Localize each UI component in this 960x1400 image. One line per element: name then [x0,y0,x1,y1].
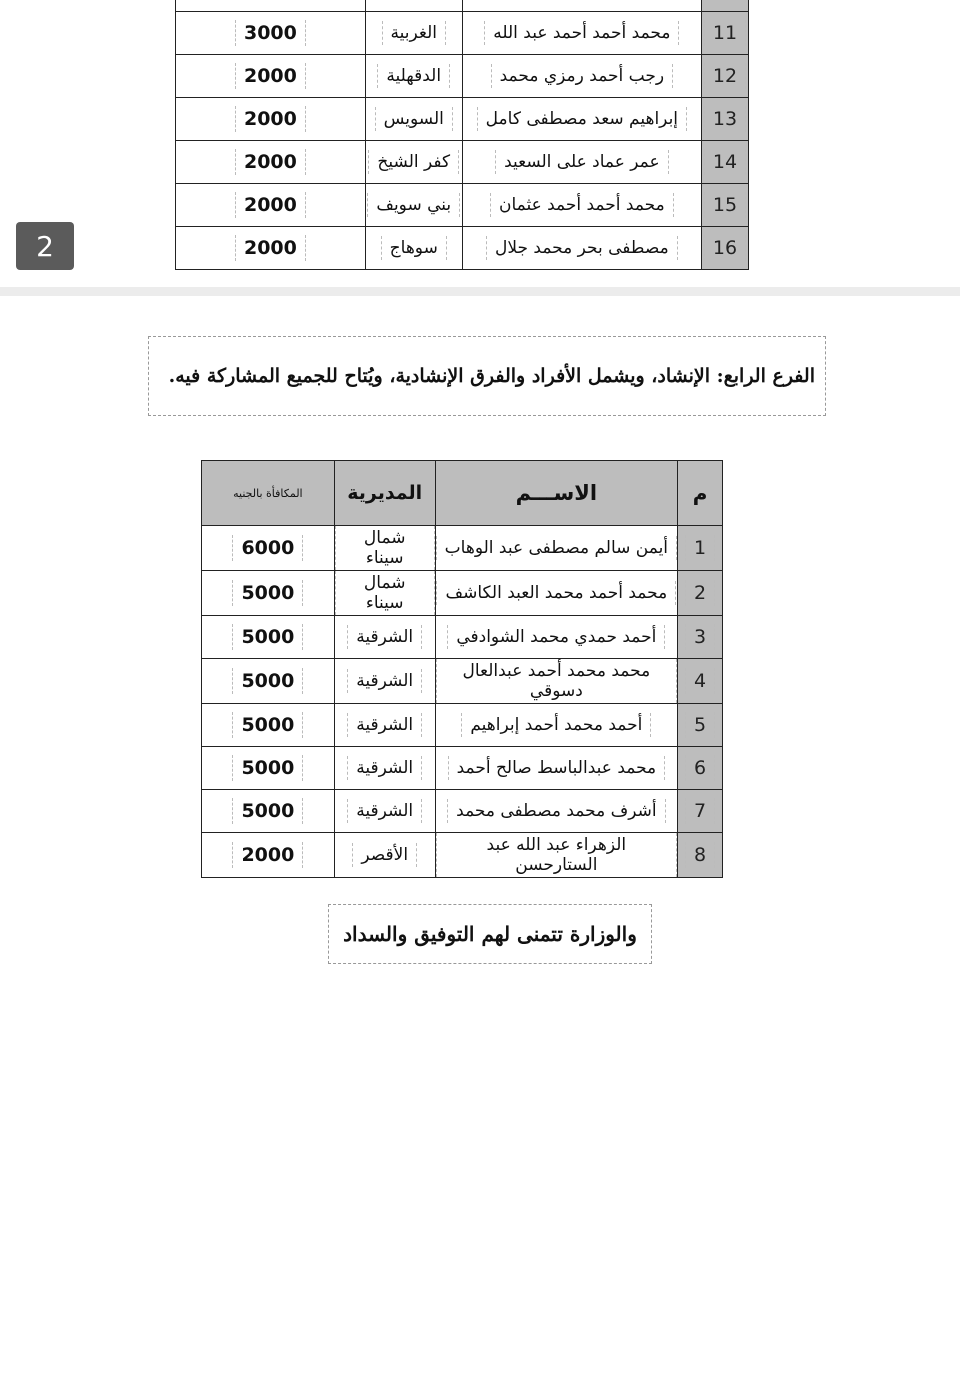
amount-cell [176,227,366,270]
amount-cell [202,659,335,704]
directorate-cell [334,747,435,790]
closing-statement [328,904,652,964]
row-number-cell [678,833,723,878]
table-row [202,747,723,790]
row-number-cell [702,184,749,227]
table-row [202,571,723,616]
table-header-row [202,461,723,526]
amount-cell [202,747,335,790]
table-row-partial [176,0,749,12]
directorate-text: الشرقية [347,713,422,737]
name-cell [462,98,701,141]
amount-text: 2000 [235,192,306,218]
amount-text: 2000 [232,842,303,868]
table-row [202,704,723,747]
name-cell [462,141,701,184]
amount-text: 6000 [232,535,303,561]
name-cell [462,12,701,55]
amount-cell [176,184,366,227]
name-cell [462,227,701,270]
amount-text: 2000 [235,106,306,132]
header-directorate: المديرية [334,461,435,526]
winners-table-previous [175,0,749,270]
row-number-text: 5 [685,712,715,738]
directorate-text: الدقهلية [377,64,450,88]
row-number-text: 14 [704,149,746,175]
row-number-text: 12 [704,63,746,89]
directorate-text: الشرقية [347,625,422,649]
row-number-cell [678,616,723,659]
section-heading [148,336,826,416]
row-number-text: 6 [685,755,715,781]
amount-cell [176,12,366,55]
table-row [176,227,749,270]
directorate-text: الشرقية [347,756,422,780]
amount-cell [176,55,366,98]
table-row [176,55,749,98]
directorate-text: السويس [375,107,453,131]
directorate-text: بني سويف [367,193,460,217]
directorate-cell [365,227,462,270]
directorate-text: الأقصر [352,843,417,867]
table-row [176,184,749,227]
directorate-cell [334,659,435,704]
table-row [202,659,723,704]
directorate-text: سوهاج [381,236,447,260]
amount-cell [202,616,335,659]
directorate-text: شمال سيناء [335,526,435,570]
name-cell [435,659,677,704]
row-number-text: 7 [685,798,715,824]
main-table-rows [202,526,723,878]
table-row [202,526,723,571]
directorate-cell [365,141,462,184]
directorate-cell [365,0,462,12]
row-number-cell [702,141,749,184]
row-number-cell [678,659,723,704]
row-number-text: 4 [685,668,715,694]
amount-text: 5000 [232,668,303,694]
row-number-cell [678,747,723,790]
directorate-cell [334,833,435,878]
top-table-rows [176,12,749,270]
directorate-text: كفر الشيخ [368,150,459,174]
name-cell [435,704,677,747]
amount-text: 5000 [232,755,303,781]
amount-text: 5000 [232,580,303,606]
directorate-cell [365,55,462,98]
table-row [176,12,749,55]
table-row [202,790,723,833]
row-number-cell [702,0,749,12]
amount-text: 5000 [232,624,303,650]
amount-cell [202,526,335,571]
amount-cell [202,704,335,747]
row-number-text: 2 [685,580,715,606]
row-number-cell [702,227,749,270]
name-text: أحمد حمدي محمد الشوادفي [447,625,665,649]
directorate-text: الشرقية [347,799,422,823]
name-cell [435,833,677,878]
name-text: مصطفى بحر محمد جلال [486,236,678,260]
name-text: رجب أحمد رمزي محمد [491,64,673,88]
closing-text: والوزارة تتمنى لهم التوفيق والسداد [343,922,637,946]
name-cell [435,526,677,571]
row-number-cell [678,704,723,747]
name-text: محمد أحمد أحمد عبد الله [484,21,679,45]
row-number-text: 3 [685,624,715,650]
amount-cell [202,790,335,833]
amount-cell [202,571,335,616]
amount-cell [176,98,366,141]
name-cell [462,0,701,12]
row-number-cell [702,98,749,141]
header-reward: المكافأة بالجنيه [202,461,335,526]
directorate-cell [334,571,435,616]
name-text: عمر عماد على السعيد [495,150,669,174]
amount-cell [176,141,366,184]
name-cell [435,616,677,659]
name-text: إبراهيم سعد مصطفى كامل [477,107,687,131]
directorate-text: شمال سيناء [335,571,435,615]
row-number-cell [678,526,723,571]
row-number-cell [702,12,749,55]
row-number-cell [678,571,723,616]
table-row [176,141,749,184]
row-number-text: 13 [704,106,746,132]
row-number-cell [678,790,723,833]
name-text: أحمد محمد أحمد إبراهيم [461,713,651,737]
name-text: أيمن سالم مصطفى عبد الوهاب [436,536,677,560]
amount-cell [202,833,335,878]
directorate-cell [334,616,435,659]
name-text: محمد محمد أحمد عبدالعال دسوقي [436,659,677,703]
winners-table-chanting [201,460,723,878]
amount-cell [176,0,366,12]
amount-text: 2000 [235,235,306,261]
header-name: الاســـم [435,461,677,526]
row-number-text: 16 [704,235,746,261]
amount-text: 5000 [232,712,303,738]
directorate-cell [365,184,462,227]
row-number-text: 11 [704,20,746,46]
row-number-text: 1 [685,535,715,561]
amount-text: 2000 [235,63,306,89]
directorate-cell [365,12,462,55]
directorate-text: الشرقية [347,669,422,693]
row-number-text: 15 [704,192,746,218]
directorate-cell [334,704,435,747]
name-text: محمد عبدالباسط صالح أحمد [448,756,666,780]
row-number-cell [702,55,749,98]
page-number-badge[interactable]: 2 [16,222,74,270]
directorate-cell [365,98,462,141]
header-number: م [678,461,723,526]
name-text: محمد أحمد أحمد عثمان [490,193,674,217]
table-row [202,833,723,878]
name-text: أشرف محمد مصطفى محمد [447,799,665,823]
name-cell [462,184,701,227]
name-cell [435,790,677,833]
amount-text: 2000 [235,149,306,175]
section-heading-text: الفرع الرابع: الإنشاد، ويشمل الأفراد والفرق الإنشادية، ويُتاح للجميع المشاركة فيه. [168,365,815,387]
directorate-cell [334,790,435,833]
name-cell [435,571,677,616]
amount-text: 5000 [232,798,303,824]
name-cell [462,55,701,98]
row-number-text: 8 [685,842,715,868]
table-row [176,98,749,141]
name-text: الزهراء عبد الله عبد الستارحسن [436,833,677,877]
directorate-text: الغربية [382,21,446,45]
table-row [202,616,723,659]
page-separator [0,287,960,296]
name-cell [435,747,677,790]
name-text: محمد أحمد محمد العبد الكاشف [436,581,676,605]
amount-text: 3000 [235,20,306,46]
directorate-cell [334,526,435,571]
